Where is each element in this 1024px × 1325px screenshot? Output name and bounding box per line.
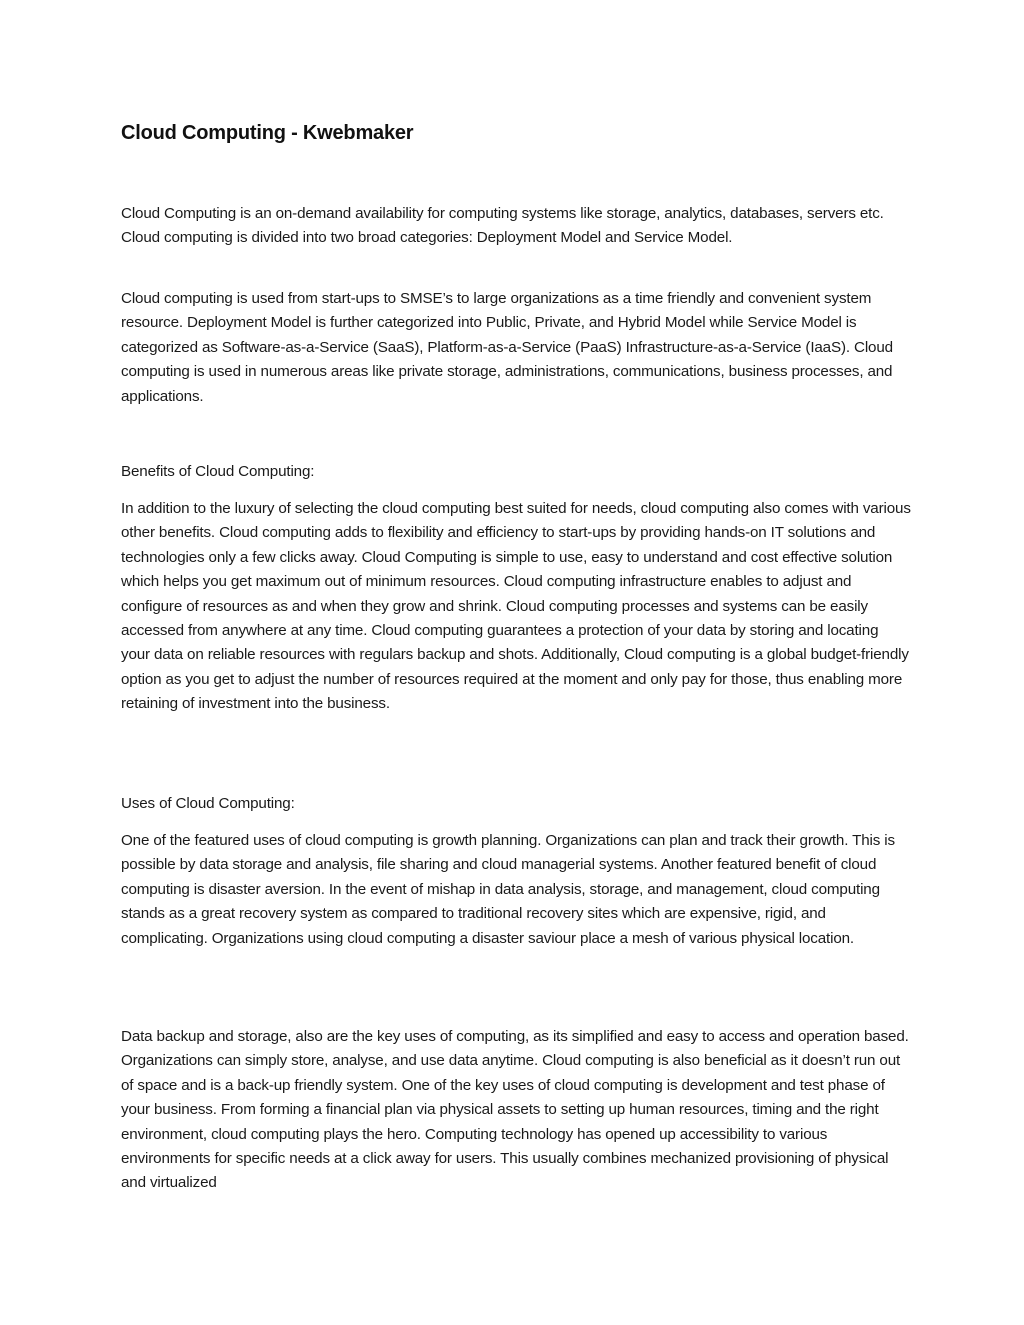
intro-paragraph-1: Cloud Computing is an on-demand availability for computing systems like storage, analytics, databases, servers etc. Cloud computing is divided into two broad categories: Deployment Model and Service Model. [121, 205, 884, 247]
uses-paragraph-1: One of the featured uses of cloud computing is growth planning. Organizations can plan and track their growth. This is possible by data storage and analysis, file sharing and cloud managerial systems. Another featured benefit of cloud computing is disaster aversion. In the event of mishap in data analysis, storage, and management, cloud computing stands as a great recovery system as compared to traditional recovery sites which are expensive, rigid, and complicating. Organizations using cloud computing a disaster saviour place a mesh of various physical location. [121, 832, 895, 947]
uses-paragraph-2: Data backup and storage, also are the key uses of computing, as its simplified and easy to access and operation based. Organizations can simply store, analyse, and use data anytime. Cloud computing is also beneficial as it doesn’t run out of space and is a back-up friendly system. One of the key uses of cloud computing is development and test phase of your business. From forming a financial plan via physical assets to setting up human resources, timing and the right environment, cloud computing plays the hero. Computing technology has opened up accessibility to various environments for specific needs at a click away for users. This usually combines mechanized provisioning of physical and virtualized [121, 1028, 909, 1192]
intro-paragraph-2: Cloud computing is used from start-ups to SMSE’s to large organizations as a time friendly and convenient system resource. Deployment Model is further categorized into Public, Private, and Hybrid Model while Service Model is categorized as Software-as-a-Service (SaaS), Platform-as-a-Service (PaaS) Infrastructure-as-a-Service (IaaS). Cloud computing is used in numerous areas like private storage, administrations, communications, business processes, and applications. [121, 290, 893, 405]
uses-heading: Uses of Cloud Computing: [121, 795, 295, 812]
benefits-paragraph: In addition to the luxury of selecting the cloud computing best suited for needs, cloud computing also comes with various other benefits. Cloud computing adds to flexibility and efficiency to start-ups by providing hands-on IT solutions and technologies only a few clicks away. Cloud Computing is simple to use, easy to understand and cost effective solution which helps you get maximum out of minimum resources. Cloud computing infrastructure enables to adjust and configure of resources as and when they grow and shrink. Cloud computing processes and systems can be easily accessed from anywhere at any time. Cloud computing guarantees a protection of your data by storing and locating your data on reliable resources with regulars backup and shots. Additionally, Cloud computing is a global budget-friendly option as you get to adjust the number of resources required at the moment and only pay for those, thus enabling more retaining of investment into the business. [121, 500, 911, 713]
document-title: Cloud Computing - Kwebmaker [121, 122, 414, 144]
benefits-heading: Benefits of Cloud Computing: [121, 463, 315, 480]
